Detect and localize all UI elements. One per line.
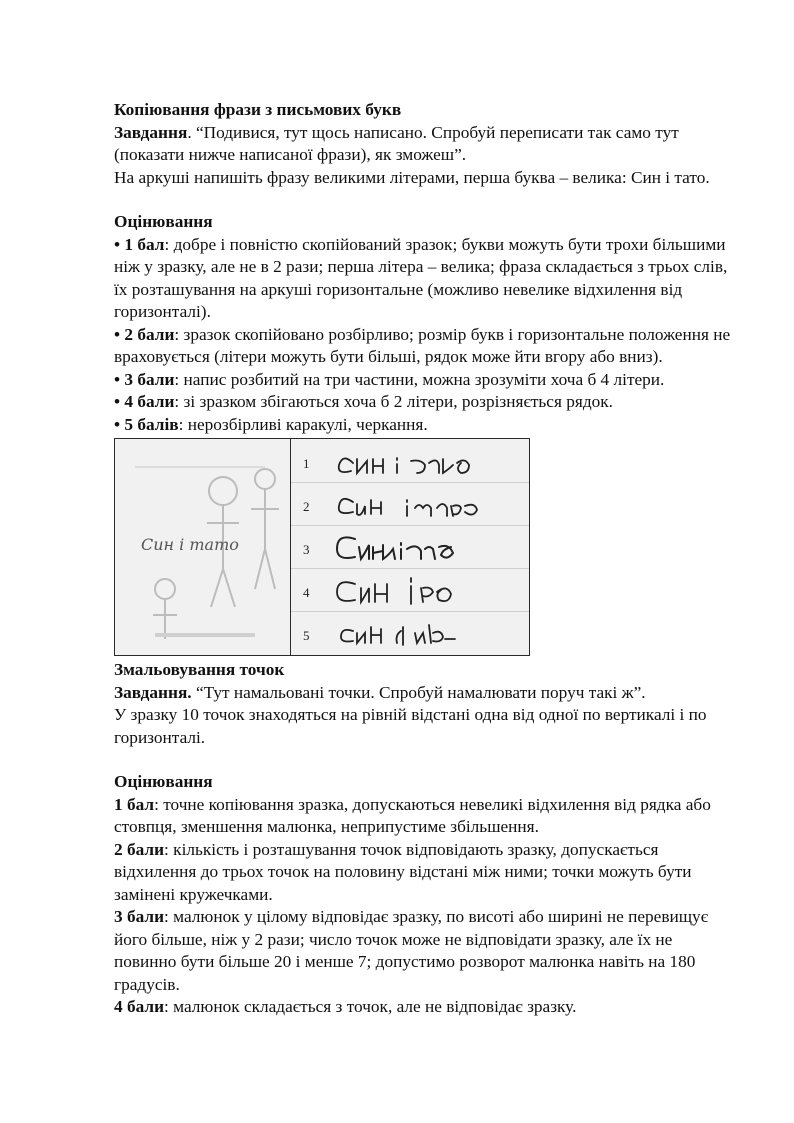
section-title: Змальовування точок bbox=[114, 660, 285, 679]
grade-text: : малюнок у цілому відповідає зразку, по висоті або ширині не перевищує його більше, ніж у 2 рази; число точок може не відповідати зразку, але їх не повинно бути більше 20 і менше 7; допустимо розворот малюнка навіть на 180 градусів. bbox=[114, 907, 709, 994]
grade-label: • 3 бали bbox=[114, 369, 175, 389]
grade-text: : зразок скопійовано розбірливо; розмір букв і горизонтальне положення не враховується (літери можуть бути більші, рядок може йти вгору або вниз). bbox=[114, 324, 731, 366]
row-number: 2 bbox=[303, 499, 310, 514]
instruction-paragraph: У зразку 10 точок знаходяться на рівній відстані одна від одної по вертикалі і по горизонталі. bbox=[114, 705, 707, 747]
grading-item bbox=[114, 369, 734, 392]
copies-panel bbox=[291, 439, 529, 655]
copy-row-3 bbox=[291, 525, 529, 569]
row-number: 5 bbox=[303, 628, 310, 643]
grade-text: : зі зразком збігаються хоча б 2 літери, розрізняється рядок. bbox=[174, 392, 613, 411]
row-number: 4 bbox=[303, 585, 310, 600]
grade-label: • 5 балів bbox=[114, 414, 179, 434]
grade-label: 1 бал bbox=[114, 794, 155, 814]
grading-item bbox=[114, 906, 734, 996]
task-paragraph bbox=[114, 682, 734, 705]
grading-item bbox=[114, 794, 734, 839]
grade-label: 3 бали bbox=[114, 907, 165, 926]
grade-label: • 2 бали bbox=[114, 324, 175, 344]
grading-item bbox=[114, 391, 734, 414]
grade-label: 2 бали bbox=[114, 839, 165, 859]
task-text: . “Подивися, тут щось написано. Спробуй переписати так само тут (показати нижче написаної фрази), як зможеш”. bbox=[114, 122, 679, 164]
task-label: Завдання. bbox=[114, 682, 192, 702]
row-number: 3 bbox=[303, 542, 310, 557]
task-paragraph bbox=[114, 122, 734, 167]
grading-item bbox=[114, 996, 734, 1019]
sample-panel bbox=[115, 439, 291, 655]
instruction-paragraph: На аркуші напишіть фразу великими літерами, перша буква – велика: Син і тато. bbox=[114, 167, 710, 187]
grading-heading: Оцінювання bbox=[114, 772, 213, 791]
task-text: “Тут намальовані точки. Спробуй намалювати поруч такі ж”. bbox=[191, 682, 646, 702]
grading-item bbox=[114, 324, 734, 369]
grading-item bbox=[114, 414, 734, 437]
grade-text: : малюнок складається з точок, але не відповідає зразку. bbox=[164, 997, 577, 1016]
grade-label: 4 бали bbox=[114, 997, 165, 1016]
handwriting-samples-figure bbox=[114, 438, 530, 656]
handwriting-copy-1 bbox=[325, 441, 525, 481]
section-title: Копіювання фрази з письмових букв bbox=[114, 100, 402, 119]
grade-label: • 4 бали bbox=[114, 392, 175, 411]
grade-text: : добре і повністю скопійований зразок; букви можуть бути трохи більшими ніж у зразку, але не в 2 рази; перша літера – велика; фраза складається з трьох слів, їх розташування на аркуші горизонтальне (можливо невелике відхилення від горизонталі). bbox=[114, 234, 728, 321]
document-content bbox=[114, 99, 734, 1019]
task-label: Завдання bbox=[114, 122, 188, 142]
copy-row-4 bbox=[291, 568, 529, 612]
copy-row-1 bbox=[291, 439, 529, 483]
sample-phrase: Син і тато bbox=[141, 535, 239, 554]
grading-item bbox=[114, 234, 734, 324]
grading-heading: Оцінювання bbox=[114, 212, 213, 231]
grade-text: : кількість і розташування точок відповідають зразку, допускається відхилення до трьох точок на половину відстані між ними; точки можуть бути замінені кружечками. bbox=[114, 839, 692, 904]
grade-label: • 1 бал bbox=[114, 234, 165, 254]
grade-text: : нерозбірливі каракулі, черкання. bbox=[178, 414, 428, 434]
handwriting-copy-5 bbox=[325, 613, 525, 653]
copy-row-2 bbox=[291, 482, 529, 526]
grading-item bbox=[114, 839, 734, 907]
handwriting-copy-3 bbox=[325, 527, 525, 567]
copy-row-5 bbox=[291, 611, 529, 654]
grade-text: : точне копіювання зразка, допускаються невеликі відхилення від рядка або стовпця, зменшення малюнка, неприпустиме збільшення. bbox=[114, 794, 711, 836]
handwriting-copy-2 bbox=[325, 484, 525, 524]
handwriting-copy-4 bbox=[325, 570, 525, 610]
grade-text: : напис розбитий на три частини, можна зрозуміти хоча б 4 літери. bbox=[174, 369, 665, 389]
row-number: 1 bbox=[303, 456, 310, 471]
